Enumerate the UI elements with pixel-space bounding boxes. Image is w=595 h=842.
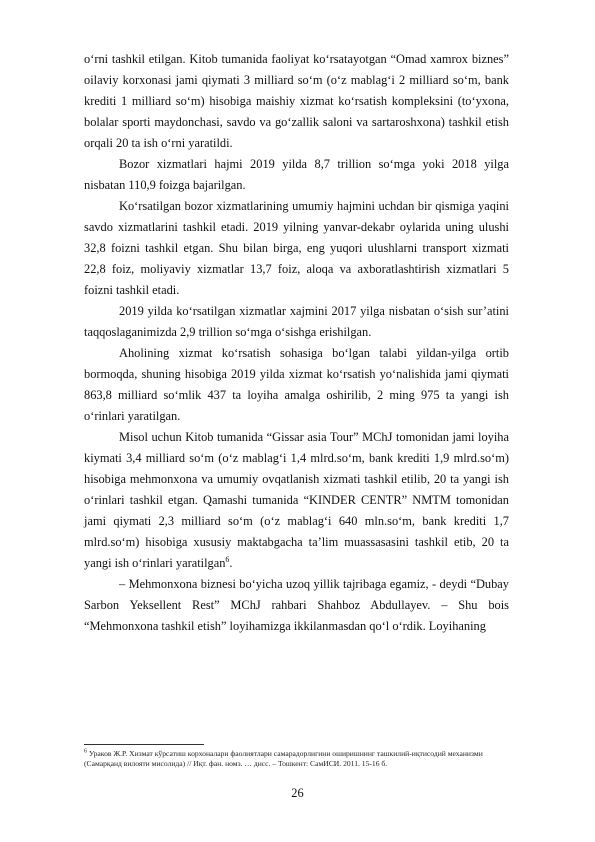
- page-number: 26: [291, 786, 304, 800]
- footnote-divider: [84, 744, 204, 745]
- paragraph-example-text: Misol uchun Kitob tumanida “Gissar asia Tour” MChJ tomonidan jami loyiha kiymati 3,4 milliard so‘m (o‘z mablag‘i 1,4 mlrd.so‘m, bank krediti 1,9 mlrd.so‘m) hisobiga mehmonxona va umumiy ovqatlanish xizmati tashkil etilib, 20 ta yangi ish o‘rinlari tashkil etgan. Qamashi tumanida “KINDER CENTR” NMTM tomonidan jami qiymati 2,3 milliard so‘m (o‘z mablag‘i 640 mln.so‘m, bank krediti 1,7 mlrd.so‘m) hisobiga xususiy maktabgacha ta’lim muassasasini tashkil etib, 20 ta yangi ish o‘rinlari yaratilgan: [84, 430, 509, 570]
- paragraph-continuation: o‘rni tashkil etilgan. Kitob tumanida faoliyat ko‘rsatayotgan “Omad xamrox biznes” oilaviy korxonasi jami qiymati 3 milliard so‘m (o‘z mablag‘i 2 milliard so‘m, bank krediti 1 milliard so‘m) hisobiga maishiy xizmat ko‘rsatish kompleksini (to‘yxona, bolalar sporti maydonchasi, savdo va go‘zallik saloni va sartaroshxona) tashkil etish orqali 20 ta ish o‘rni yaratildi.: [84, 52, 509, 150]
- footnote: [84, 749, 509, 769]
- footnote-text: Ураков Ж.Р. Хизмат кўрсатиш корхоналари фаолиятлари самарадорлигини оширишнинг ташкилий-иқтисодий механизми (Самарқанд вилояти мисолида) // Иқт. фан. номз. … дисс. – Тошкент: СамИСИ. 2011. 15-16 б.: [84, 749, 483, 768]
- paragraph-population-demand: Aholining xizmat ko‘rsatish sohasiga bo‘lgan talabi yildan-yilga ortib bormoqda, shuning hisobiga 2019 yilda xizmat ko‘rsatish yo‘nalishida jami qiymati 863,8 milliard so‘mlik 437 ta loyiha amalga oshirilib, 2 ming 975 ta yangi ish o‘rinlari yaratilgan.: [84, 346, 509, 423]
- paragraph-example-projects: [84, 427, 509, 574]
- footnote-reference-period: .: [229, 556, 233, 570]
- paragraph-growth-rate: 2019 yilda ko‘rsatilgan xizmatlar xajmini 2017 yilga nisbatan o‘sish sur’atini taqqoslaganimizda 2,9 trillion so‘mga o‘sishga erishilgan.: [84, 304, 509, 339]
- paragraph-hotel-quote: – Mehmonxona biznesi bo‘yicha uzoq yillik tajribaga egamiz, - deydi “Dubay Sarbon Yeksellent Rest” MChJ rahbari Shahboz Abdullayev. – Shu bois “Mehmonxona tashkil etish” loyihamizga ikkilanmasdan qo‘l o‘rdik. Loyihaning: [84, 577, 509, 633]
- paragraph-market-services: Bozor xizmatlari hajmi 2019 yilda 8,7 trillion so‘mga yoki 2018 yilga nisbatan 110,9 foizga bajarilgan.: [84, 157, 509, 192]
- body-text: [84, 49, 509, 637]
- footnote-reference[interactable]: 6: [225, 554, 230, 564]
- paragraph-services-structure: Ko‘rsatilgan bozor xizmatlarining umumiy hajmini uchdan bir qismiga yaqini savdo xizmatlarini tashkil etadi. 2019 yilning yanvar-dekabr oylarida uning ulushi 32,8 foizni tashkil etgan. Shu bilan birga, eng yuqori ulushlarni transport xizmati 22,8 foiz, moliyaviy xizmatlar 13,7 foiz, aloqa va axboratlashtirish xizmatlari 5 foizni tashkil etadi.: [84, 199, 509, 297]
- footnote-marker: 6: [84, 748, 87, 755]
